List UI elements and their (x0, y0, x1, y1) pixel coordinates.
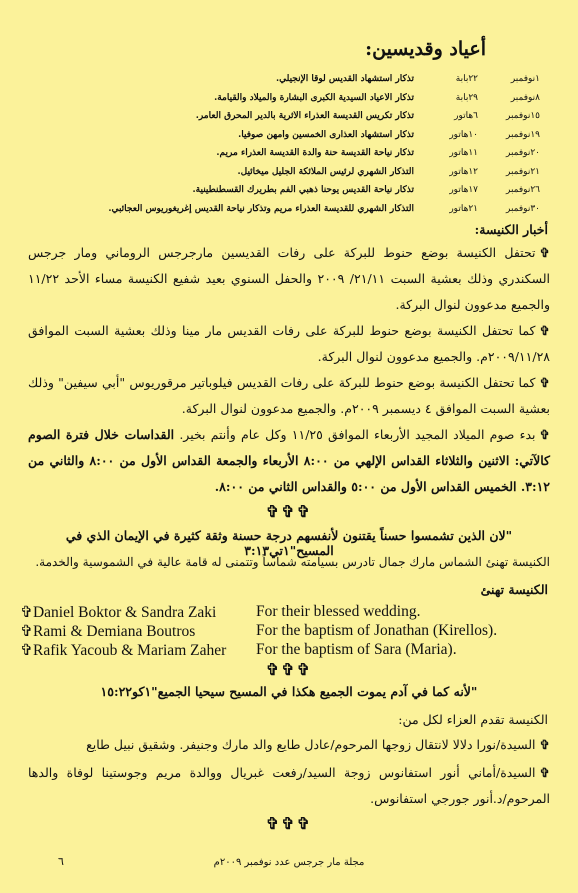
feast-description: تذكار تكريس القديسة العذراء الأثرية بالدير المحرق العامر. (195, 111, 414, 122)
news-item-4 (28, 422, 550, 500)
feast-description: تذكار استشهاد العذارى الخمسين وأمهن صوفيا. (238, 129, 414, 140)
feast-row (70, 107, 540, 126)
news-item-3 (28, 370, 550, 422)
footer-text: مجلة مار جرجس عدد نوفمبر ٢٠٠٩م (213, 857, 365, 868)
feast-coptic-date: ٢١هاتور (449, 203, 478, 214)
cross-icon: ✞ (539, 427, 550, 442)
condolence-item-2 (28, 760, 550, 812)
news-heading: أخبار الكنيسة: (474, 222, 548, 237)
quote-1: "لان الذين تشمسوا حسناً يقتنون لأنفسهم درجة حسنة وثقة كثيرة في الإيمان الذي في المسيح"١تي٣:١٣ (65, 528, 513, 558)
news-text: كما تحتفل الكنيسة بوضع حنوط للبركة على رفات القديس فيلوباتير مرقوريوس "أبي سيفين" وذلك بعشية السبت الموافق ٤ ديسمبر ٢٠٠٩م. والجميع مدعوون لنوال البركة. (28, 375, 550, 416)
feast-date: ٢٦نوفمبر (505, 185, 540, 196)
congrats-names: ✞Rami & Demiana Boutros (20, 623, 196, 640)
congrats-names: ✞Daniel Boktor & Sandra Zaki (20, 604, 217, 621)
feast-date: ٢٠نوفمبر (505, 148, 540, 159)
feast-coptic-date: ١٢هاتور (449, 166, 478, 177)
feast-row (70, 126, 540, 145)
congrats-names: ✞Rafik Yacoub & Mariam Zaher (20, 642, 227, 659)
feast-row (70, 70, 540, 89)
cross-icon: ✞ (539, 765, 550, 780)
cross-icon: ✞ (539, 323, 550, 338)
feast-description: التذكار الشهري لرئيس الملائكة الجليل ميخائيل. (237, 166, 414, 177)
condolence-text: السيدة/نورا دلالا لانتقال زوجها المرحوم/عادل طايع والد مارك وجنيفر. وشقيق نبيل طايع (86, 737, 536, 752)
feast-date: ١٥نوفمبر (505, 111, 540, 122)
congrats-heading: الكنيسة تهنئ (480, 582, 548, 597)
feast-description: تذكار نياحة القديسة حنة والدة القديسة العذراء مريم. (216, 148, 414, 159)
feast-date: ٣٠نوفمبر (505, 203, 540, 214)
news-text: تحتفل الكنيسة بوضع حنوط للبركة على رفات القديسين مارجرجس الروماني ومار جرجس السكندري وذلك بعشية السبت ٢١/١١/ ٢٠٠٩ والحفل السنوي بعيد شفيع الكنيسة مساء الأحد ١١/٢٢ والجميع مدعوون لنوال البركة. (28, 245, 551, 312)
feast-row (70, 163, 540, 182)
cross-icon: ✞ (539, 375, 550, 390)
feast-coptic-date: ١٧هاتور (449, 185, 478, 196)
feast-row (70, 181, 540, 200)
congrats-row (20, 641, 560, 660)
feasts-heading: أعياد وقديسين: (365, 38, 486, 60)
feast-description: التذكار الشهري للقديسة العذراء مريم وتذكار نياحة القديس إغريغوريوس العجائبي. (108, 203, 414, 214)
feast-row (70, 200, 540, 219)
congrats-event: For their blessed wedding. (256, 603, 421, 620)
feast-date: ١٩نوفمبر (505, 129, 540, 140)
condolences-heading: الكنيسة تقدم العزاء لكل من: (398, 712, 548, 727)
feast-description: تذكار استشهاد القديس لوقا الإنجيلي. (275, 74, 414, 85)
cross-divider: ✞✞✞ (265, 502, 313, 521)
congrats-event: For the baptism of Jonathan (Kirellos). (256, 622, 498, 639)
feasts-table (70, 70, 540, 218)
feast-coptic-date: ١١هاتور (449, 148, 478, 159)
condolence-text: السيدة/أماني أنور استفانوس زوجة السيد/رفعت غبريال ووالدة مريم وجوستينا لوفاة والدها المرحوم/د.أنور جورجي استفانوس. (28, 765, 550, 806)
page-number: ٦ (58, 855, 64, 868)
feast-coptic-date: ٦هاتور (454, 111, 478, 122)
condolence-item-1 (28, 732, 550, 758)
feast-date: ١نوفمبر (510, 74, 540, 85)
feast-row (70, 89, 540, 108)
feast-coptic-date: ٢٢بابة (455, 74, 478, 85)
cross-divider: ✞✞✞ (265, 814, 313, 833)
feast-date: ٨نوفمبر (510, 92, 540, 103)
news-text: كما تحتفل الكنيسة بوضع حنوط للبركة على رفات القديس مار مينا وذلك بعشية السبت الموافق ٢٠٠٩/١١/٢٨م. والجميع مدعوون لنوال البركة. (28, 323, 550, 364)
cross-icon: ✞ (539, 245, 550, 260)
congrats-row (20, 622, 560, 641)
feast-row (70, 144, 540, 163)
news-text: بدء صوم الميلاد المجيد الأربعاء الموافق ١١/٢٥ وكل عام وأنتم بخير. (179, 427, 536, 442)
ordination-note: الكنيسة تهنئ الشماس مارك جمال تادرس بسيامته شماساً وتتمنى له قامة عالية في الشموسية والخدمة. (35, 555, 550, 569)
feast-description: تذكار الأعياد السيدية الكبرى البشارة والميلاد والقيامة. (214, 92, 414, 103)
feast-coptic-date: ٢٩بابة (455, 92, 478, 103)
news-item-2 (28, 318, 550, 370)
feast-coptic-date: ١٠هاتور (449, 129, 478, 140)
feast-date: ٢١نوفمبر (505, 166, 540, 177)
cross-divider: ✞✞✞ (265, 660, 313, 679)
congrats-event: For the baptism of Sara (Maria). (256, 641, 457, 658)
fasting-schedule: القداسات خلال فترة الصوم كالآتي: الاثنين والثلاثاء القداس الإلهي من ٨:٠٠ الأربعاء والجمعة القداس الأول من ٨:٠٠ والثاني من ٣:١٢. الخميس القداس الأول من ٥:٠٠ والقداس الثاني من ٨:٠٠. (28, 427, 550, 494)
feast-description: تذكار نياحة القديس يوحنا ذهبي الفم بطريرك القسطنطينية. (192, 185, 414, 196)
quote-2: "لأنه كما في آدم يموت الجميع هكذا في المسيح سيحيا الجميع"١كو١٥:٢٢ (100, 684, 478, 699)
cross-icon: ✞ (539, 737, 550, 752)
news-item-1 (28, 240, 550, 318)
congrats-row (20, 603, 560, 622)
